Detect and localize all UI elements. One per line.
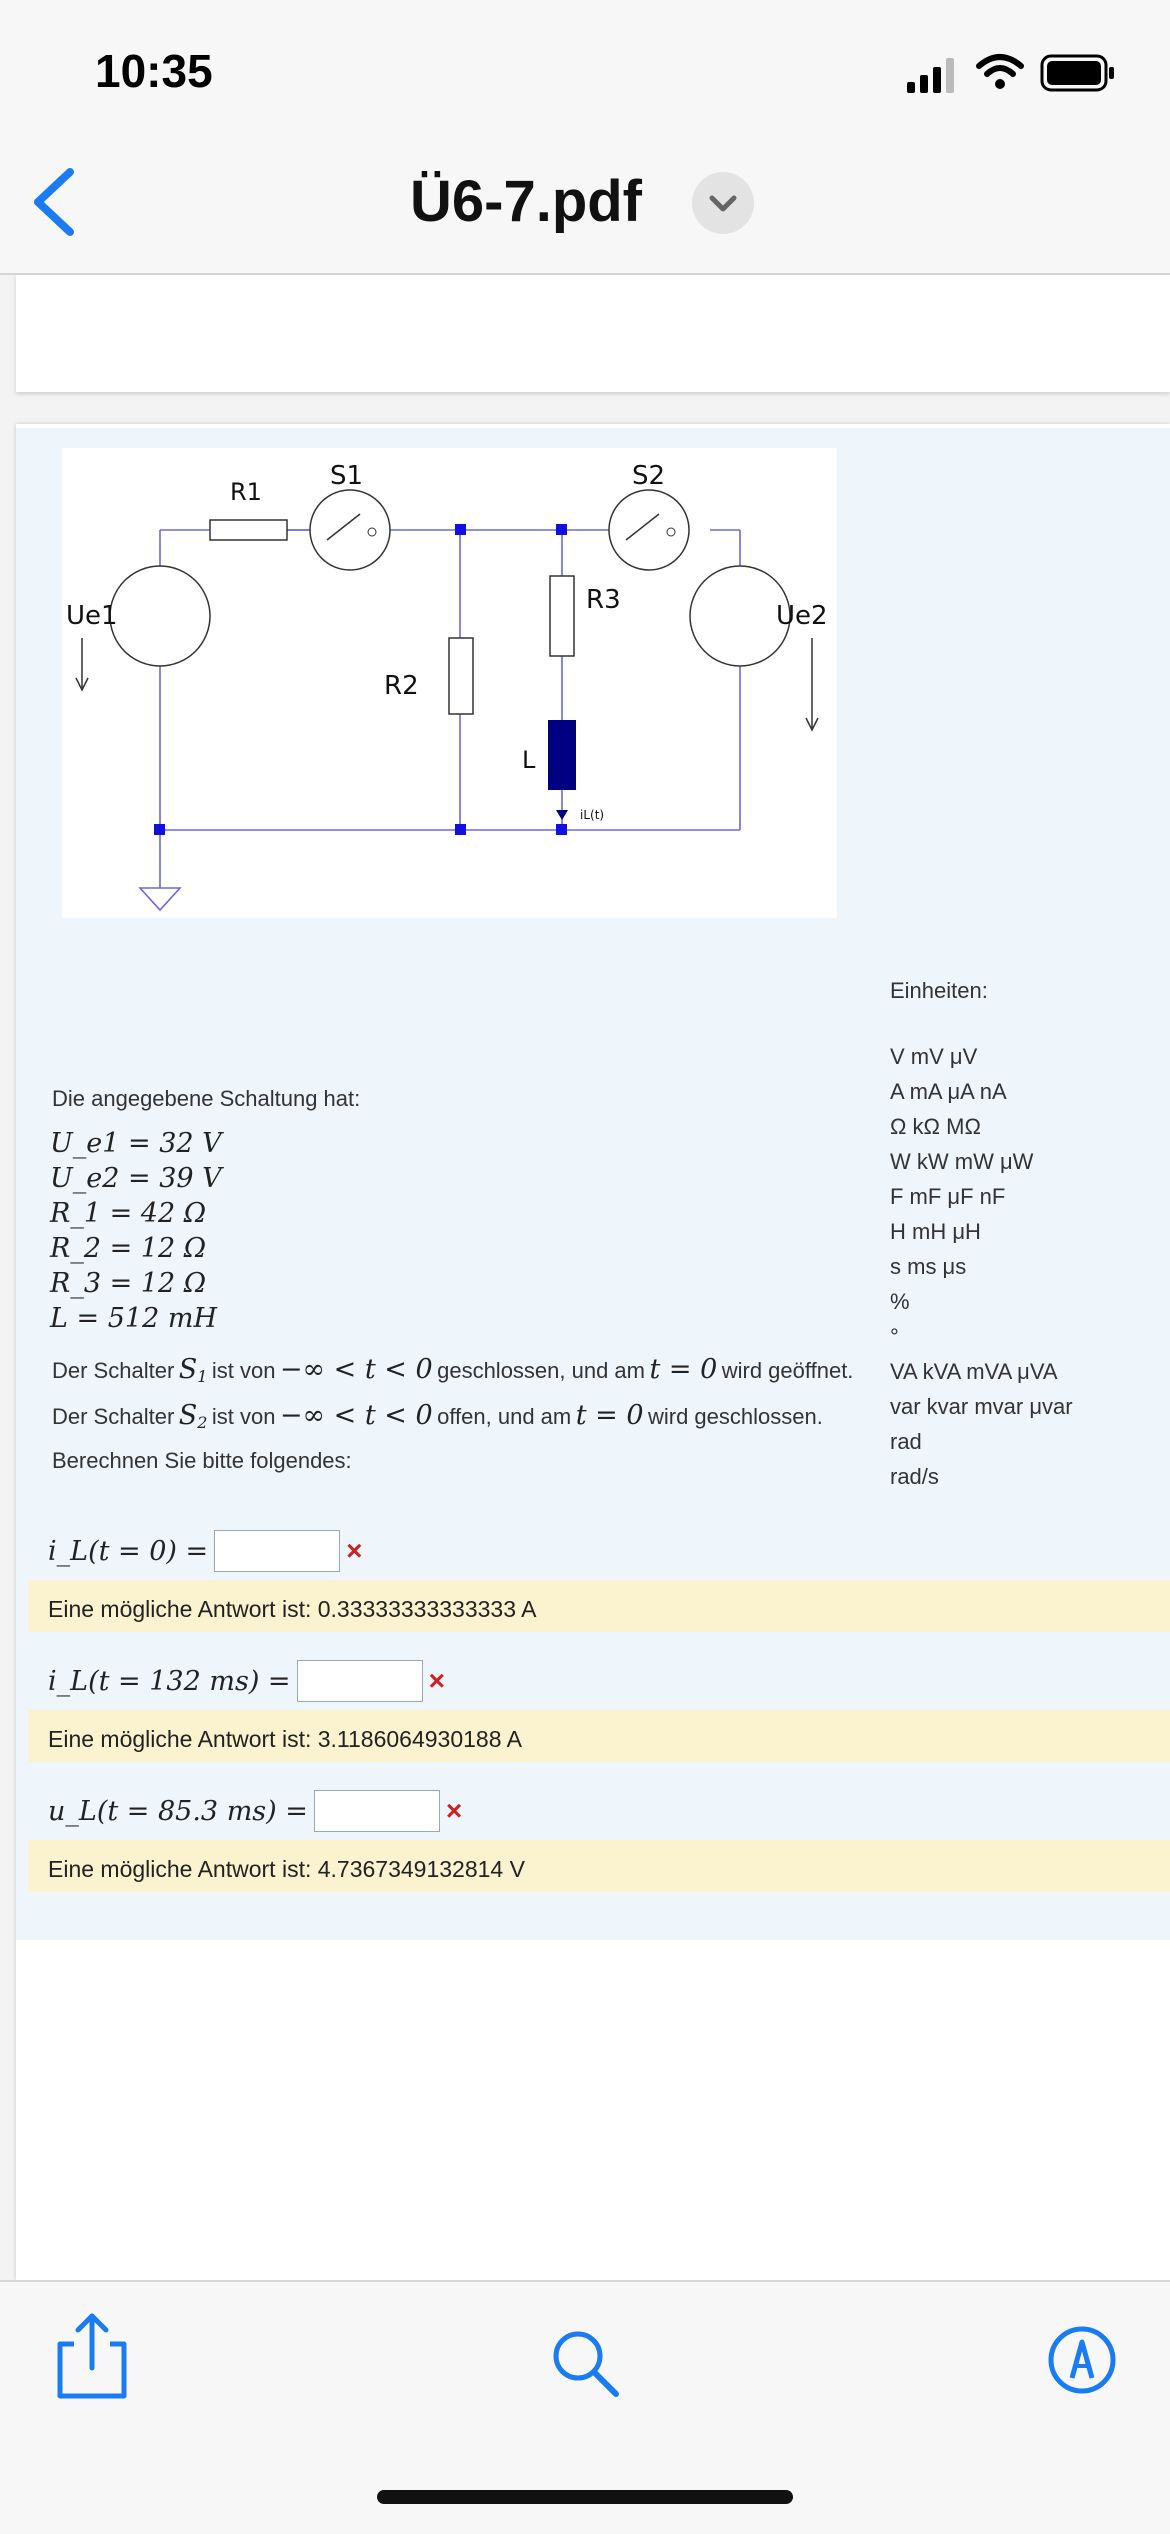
- home-indicator: [377, 2490, 793, 2504]
- units-line: H mH μH: [890, 1219, 981, 1244]
- units-line: V mV μV: [890, 1044, 978, 1069]
- document-title[interactable]: Ü6-7.pdf: [410, 169, 642, 234]
- status-time: 10:35: [95, 45, 213, 97]
- units-line: VA kVA mVA μVA: [890, 1359, 1058, 1384]
- markup-icon[interactable]: [1046, 2324, 1118, 2396]
- question-label: i_L(t = 0) =: [48, 1535, 209, 1567]
- units-line: W kW mW μW: [890, 1149, 1034, 1174]
- problem-intro: Die angegebene Schaltung hat:: [52, 1086, 361, 1111]
- answer-hint: Eine mögliche Antwort ist: 0.33333333333333 A: [48, 1596, 537, 1622]
- circuit-diagram: [62, 448, 837, 918]
- switch1-text: Der Schalter $S_1$ ist von −∞ < t < 0 geschlossen, und am t = 0 wird geöffnet.: [52, 1354, 854, 1387]
- answer-input[interactable]: [214, 1530, 340, 1572]
- switch-s1: [310, 490, 390, 570]
- svg-text:L: L: [522, 746, 536, 774]
- answer-input[interactable]: [314, 1790, 440, 1832]
- chevron-down-icon: [692, 172, 754, 234]
- parameter-list: [50, 1128, 450, 1338]
- svg-text:R2: R2: [384, 671, 419, 701]
- svg-text:S2: S2: [632, 461, 666, 491]
- answer-hint: Eine mögliche Antwort ist: 4.7367349132814 V: [48, 1856, 525, 1882]
- resistor-r2: [449, 638, 473, 714]
- resistor-r1: [210, 520, 287, 540]
- units-line: rad: [890, 1429, 922, 1454]
- units-list: [890, 1044, 1150, 1484]
- question-row: [48, 1790, 462, 1832]
- svg-text:S1: S1: [330, 461, 364, 491]
- answer-input[interactable]: [297, 1660, 423, 1702]
- units-line: F mF μF nF: [890, 1184, 1006, 1209]
- title-menu-button[interactable]: [692, 172, 754, 234]
- task-text: Berechnen Sie bitte folgendes:: [52, 1448, 352, 1473]
- param-r1: R_1 = 42 Ω: [50, 1198, 207, 1229]
- back-chevron-icon[interactable]: [24, 162, 84, 242]
- units-line: A mA μA nA: [890, 1079, 1007, 1104]
- units-line: °: [890, 1324, 899, 1349]
- voltage-source-ue1: [110, 566, 210, 666]
- voltage-source-ue2: [690, 566, 790, 666]
- units-title: Einheiten:: [890, 978, 988, 1003]
- svg-text:R1: R1: [230, 478, 262, 506]
- units-line: var kvar mvar μvar: [890, 1394, 1073, 1419]
- pdf-page: [16, 275, 1170, 392]
- wifi-icon: [975, 52, 1025, 92]
- inductor-l: [548, 720, 576, 790]
- question-label: i_L(t = 132 ms) =: [48, 1665, 291, 1697]
- switch2-text: Der Schalter $S_2$ ist von −∞ < t < 0 offen, und am t = 0 wird geschlossen.: [52, 1400, 823, 1433]
- svg-text:Ue2: Ue2: [776, 601, 828, 631]
- svg-text:Ue1: Ue1: [66, 601, 118, 631]
- wrong-mark-icon: ×: [428, 1665, 445, 1696]
- param-r3: R_3 = 12 Ω: [50, 1268, 207, 1299]
- battery-icon: [1040, 54, 1116, 92]
- resistor-r3: [550, 576, 574, 656]
- share-icon[interactable]: [52, 2310, 132, 2402]
- units-line: Ω kΩ MΩ: [890, 1114, 981, 1139]
- svg-text:iL(t): iL(t): [580, 808, 605, 822]
- param-r2: R_2 = 12 Ω: [50, 1233, 207, 1264]
- svg-text:R3: R3: [586, 585, 621, 615]
- param-ue2: U_e2 = 39 V: [50, 1163, 222, 1194]
- answer-hint: Eine mögliche Antwort ist: 3.1186064930188 A: [48, 1726, 522, 1752]
- question-label: u_L(t = 85.3 ms) =: [48, 1795, 308, 1827]
- search-icon[interactable]: [548, 2326, 624, 2402]
- wrong-mark-icon: ×: [346, 1535, 363, 1566]
- ground-symbol: [140, 888, 180, 910]
- question-row: [48, 1530, 363, 1572]
- param-l: L = 512 mH: [50, 1303, 217, 1334]
- switch-s2: [609, 490, 689, 570]
- units-line: rad/s: [890, 1464, 939, 1484]
- signal-icon: [905, 54, 965, 94]
- param-ue1: U_e1 = 32 V: [50, 1128, 222, 1159]
- units-line: %: [890, 1289, 910, 1314]
- units-line: s ms μs: [890, 1254, 967, 1279]
- question-row: [48, 1660, 445, 1702]
- wrong-mark-icon: ×: [445, 1795, 463, 1826]
